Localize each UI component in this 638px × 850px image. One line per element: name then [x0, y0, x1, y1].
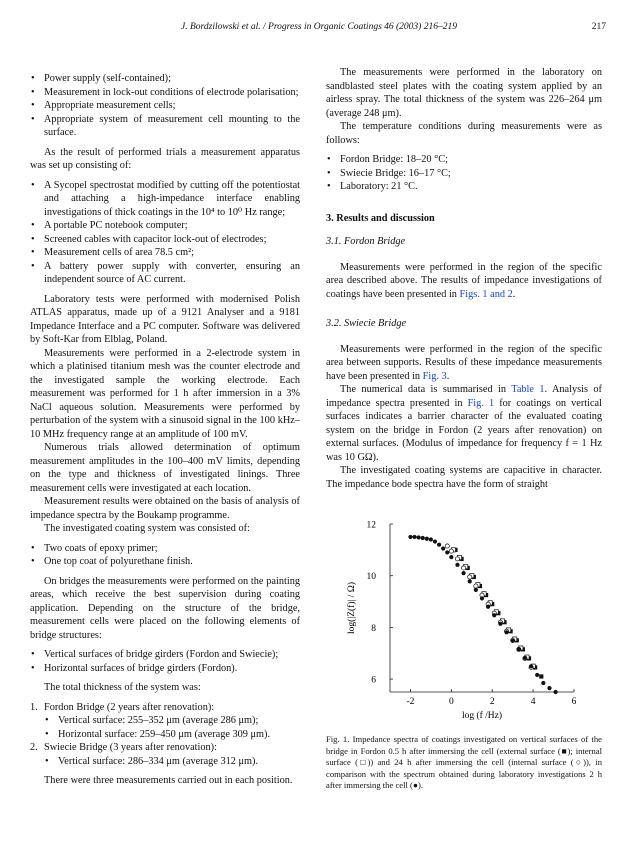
- data-point-laboratory: [547, 686, 551, 690]
- list-item: • Vertical surface: 255–352 μm (average 286 μm);: [44, 714, 300, 728]
- paragraph: Laboratory tests were performed with modernised Polish ATLAS apparatus, made up of a 9121 Analyser and a 9181 Impedance Interface and a PC computer. Software was delivered by Soft-Kar from Elblag, Poland.: [30, 293, 300, 345]
- text: . Analysis of impedance spectra presented in: [326, 384, 602, 409]
- data-point-laboratory: [455, 563, 459, 567]
- paragraph: There were three measurements carried out in each position.: [44, 775, 293, 786]
- list-item: • A portable PC notebook computer;: [30, 219, 300, 233]
- data-point-laboratory: [437, 543, 441, 547]
- data-point-laboratory: [441, 546, 445, 550]
- figure-link[interactable]: Figs. 1 and 2: [459, 288, 513, 300]
- structure-list: [30, 648, 300, 675]
- coating-list: [30, 542, 300, 569]
- data-point-internal-24h: [455, 557, 459, 561]
- data-point-internal-24h: [468, 575, 472, 579]
- list-item: • Horizontal surface: 259–450 μm (average 309 μm).: [44, 728, 300, 742]
- data-point-laboratory: [517, 647, 521, 651]
- requirements-list: [30, 72, 300, 140]
- list-item: • Horizontal surfaces of bridge girders (Fordon).: [30, 662, 300, 676]
- text: .: [446, 370, 450, 382]
- paragraph: The measurements were performed in the laboratory on sandblasted steel plates with the coating system applied by an airless spray. The total thickness of the system was 226–264 μm (average 248 μm).: [326, 67, 602, 119]
- running-header: [32, 22, 606, 36]
- text: for coatings on vertical surfaces indicates a barrier character of the evaluated coating system on the bridge in Fordon (2 years after renovation) on external surfaces. (Modulus of impedance for frequency f = 1 Hz was 10 GΩ).: [326, 397, 602, 463]
- data-point-laboratory: [492, 613, 496, 617]
- data-point-laboratory: [433, 539, 437, 543]
- data-point-internal-24h: [449, 549, 453, 553]
- list-item: • A battery power supply with converter, ensuring an independent source of AC current.: [30, 260, 300, 287]
- data-point-internal-24h: [462, 566, 466, 570]
- section-heading: 3. Results and discussion: [326, 212, 435, 224]
- list-item: • Appropriate system of measurement cell mounting to the surface.: [30, 113, 300, 140]
- paragraph: Numerous trials allowed determination of optimum measurement amplitudes in the 100–400 mV limits, depending on the type and thickness of investigated linings. Three measurement cells were investigated at each location.: [30, 442, 300, 494]
- data-point-laboratory: [449, 555, 453, 559]
- page-number: 217: [591, 22, 606, 32]
- list-label: Swiecie Bridge (3 years after renovation):: [44, 742, 217, 753]
- text: Measurements were performed in the region of the specific area described above. The results of impedance investigations of coatings have been presented in: [326, 261, 602, 300]
- data-point-laboratory: [425, 537, 429, 541]
- data-point-laboratory: [412, 535, 416, 539]
- list-item: • Laboratory: 21 °C.: [326, 180, 602, 194]
- x-tick-label: 0: [448, 697, 454, 707]
- data-point-laboratory: [429, 537, 433, 541]
- paragraph: The investigated coating systems are capacitive in character. The impedance bode spectra have the form of straight: [326, 465, 602, 490]
- paragraph: [326, 343, 602, 384]
- data-point-laboratory: [417, 535, 421, 539]
- data-point-external-surface: [539, 674, 543, 678]
- data-point-laboratory: [468, 579, 472, 583]
- data-point-laboratory: [554, 690, 558, 694]
- data-point-laboratory: [445, 550, 449, 554]
- data-point-laboratory: [529, 664, 533, 668]
- figure-link[interactable]: Fig. 1: [467, 397, 495, 409]
- paragraph: [326, 261, 602, 302]
- data-point-laboratory: [474, 588, 478, 592]
- right-column: [326, 66, 602, 491]
- list-item: [30, 701, 300, 742]
- data-point-internal-24h: [445, 544, 449, 548]
- data-point-laboratory: [523, 656, 527, 660]
- paragraph: Measurement results were obtained on the basis of analysis of impedance spectra by the Boukamp programme.: [30, 496, 300, 521]
- apparatus-list: [30, 179, 300, 287]
- data-point-laboratory: [408, 535, 412, 539]
- list-item: • A Sycopel spectrostat modified by cutting off the potentiostat and attaching a high-impedance interface enabling investigations of thick coatings in the 10⁴ to 10⁰ Hz range;: [30, 179, 300, 220]
- list-item: • Vertical surface: 286–334 μm (average 312 μm).: [44, 755, 300, 769]
- text: Measurements were performed in the region of the specific area between supports. Results of these impedance measurements have been presented in: [326, 343, 602, 382]
- x-tick-label: 2: [489, 697, 495, 707]
- y-axis-label: log(|Z(f)| / Ω): [347, 581, 357, 635]
- data-point-laboratory: [480, 596, 484, 600]
- list-number: 1.: [30, 701, 38, 713]
- list-label: Fordon Bridge (2 years after renovation):: [44, 701, 215, 713]
- list-item: [30, 741, 300, 768]
- data-point-laboratory: [486, 605, 490, 609]
- list-item: • Two coats of epoxy primer;: [30, 542, 300, 556]
- paragraph: Measurements were performed in a 2-electrode system in which a platinised titanium mesh was the counter electrode and the investigated sample the working electrode. Each measurement was performed for 1 h after immersion in a 3% NaCl aqueous solution. Measurements were performed by perturbation of the system with a sinusoid signal in the 100 kHz–10 MHz frequency range at an amplitude of 100 mV.: [30, 347, 300, 440]
- figure-link[interactable]: Fig. 3: [422, 370, 447, 382]
- data-point-laboratory: [535, 673, 539, 677]
- list-item: • Screened cables with capacitor lock-out of electrodes;: [30, 233, 300, 247]
- figure-caption: Fig. 1. Impedance spectra of coatings investigated on vertical surfaces of the bridge in Fordon 0.5 h after immersing the cell (external surface (■); internal surface (□)) and 24 h after immersing the cell (internal surface (○)), in comparison with the spectrum obtained during laboratory investigations 2 h after immersing the cell (●).: [326, 734, 602, 790]
- text: .: [512, 288, 516, 300]
- subsection-heading: 3.2. Swiecie Bridge: [326, 318, 407, 329]
- data-point-internal-24h: [474, 584, 478, 588]
- paragraph: On bridges the measurements were performed on the painting areas, which receive the best supervision during coating application. Depending on the structure of the bridge, measurement cells were placed on the following elements of bridge structures:: [30, 575, 300, 641]
- list-item: • Swiecie Bridge: 16–17 °C;: [326, 167, 602, 181]
- list-item: • Measurement cells of area 78.5 cm²;: [30, 246, 300, 260]
- list-item: • Power supply (self-contained);: [30, 72, 300, 86]
- subsection-heading: 3.1. Fordon Bridge: [326, 236, 406, 247]
- text: The numerical data is summarised in: [340, 384, 512, 395]
- y-tick-label: 6: [371, 675, 376, 686]
- paragraph: As the result of performed trials a measurement apparatus was set up consisting of:: [30, 146, 300, 171]
- data-point-laboratory: [511, 639, 515, 643]
- data-point-laboratory: [462, 571, 466, 575]
- list-item: • One top coat of polyurethane finish.: [30, 555, 300, 569]
- chart-marks: [408, 535, 557, 694]
- data-point-laboratory: [498, 622, 502, 626]
- journal-citation: J. Bordzilowski et al. / Progress in Organic Coatings 46 (2003) 216–219: [181, 22, 457, 32]
- list-number: 2.: [30, 742, 38, 753]
- chart-axes: [367, 521, 577, 708]
- thickness-list: [30, 701, 300, 769]
- impedance-chart: [326, 512, 602, 730]
- data-point-laboratory: [541, 681, 545, 685]
- x-axis-label: log (f /Hz): [461, 711, 503, 721]
- paragraph: The total thickness of the system was:: [44, 682, 201, 693]
- table-link[interactable]: Table 1: [511, 384, 545, 395]
- x-tick-label: 6: [571, 697, 577, 707]
- paragraph: [326, 383, 602, 464]
- y-tick-label: 12: [366, 520, 376, 531]
- sub-list: [44, 714, 300, 741]
- y-tick-label: 8: [371, 623, 376, 634]
- list-item: • Appropriate measurement cells;: [30, 99, 300, 113]
- data-point-laboratory: [421, 536, 425, 540]
- data-point-laboratory: [504, 630, 508, 634]
- sub-list: [44, 755, 300, 769]
- temperature-list: [326, 153, 602, 194]
- list-item: • Measurement in lock-out conditions of electrode polarisation;: [30, 86, 300, 100]
- x-tick-label: -2: [406, 697, 415, 707]
- left-column: [30, 66, 300, 788]
- list-item: • Fordon Bridge: 18–20 °C;: [326, 153, 602, 167]
- paragraph: The temperature conditions during measurements were as follows:: [326, 121, 602, 146]
- figure-1: [326, 512, 602, 735]
- x-tick-label: 4: [530, 697, 536, 707]
- paragraph: The investigated coating system was consisted of:: [44, 523, 250, 534]
- y-tick-label: 10: [366, 572, 376, 583]
- list-item: • Vertical surfaces of bridge girders (Fordon and Swiecie);: [30, 648, 300, 662]
